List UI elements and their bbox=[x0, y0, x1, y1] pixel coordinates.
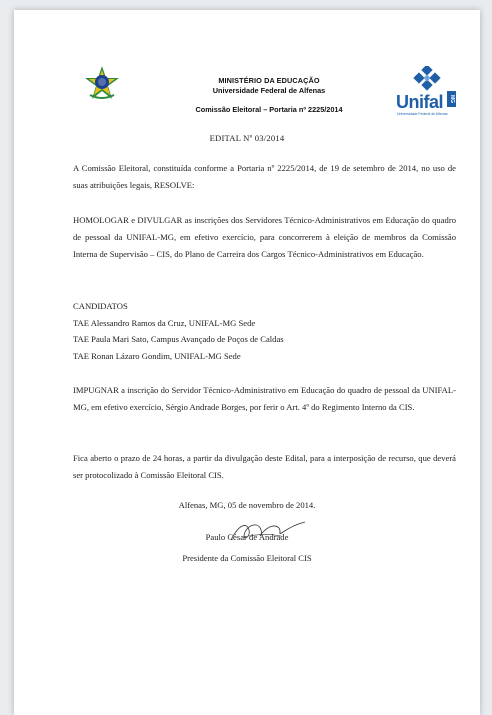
candidate-item: TAE Ronan Lázaro Gondim, UNIFAL-MG Sede bbox=[73, 350, 241, 361]
candidate-item: TAE Paula Mari Sato, Campus Avançado de Poços de Caldas bbox=[73, 334, 284, 344]
unifal-logo bbox=[396, 66, 458, 116]
signer-role: Presidente da Comissão Eleitoral CIS bbox=[182, 553, 312, 563]
ministry-name: MINISTÉRIO DA EDUCAÇÃO bbox=[218, 76, 320, 85]
paragraph-resolve: A Comissão Eleitoral, constituída conforme a Portaria nº 2225/2014, de 19 de setembro de 2014, no uso de suas atribuições legais, RESOLVE: bbox=[73, 163, 456, 190]
letterhead-text bbox=[164, 76, 374, 114]
candidates-block bbox=[73, 298, 284, 364]
date-line: Alfenas, MG, 05 de novembro de 2014. bbox=[178, 500, 316, 510]
candidates-heading: CANDIDATOS bbox=[73, 301, 128, 311]
document-page bbox=[14, 10, 480, 715]
unifal-caption: Universidade Federal de Alfenas bbox=[397, 112, 448, 116]
unifal-mg-badge: MG bbox=[447, 91, 456, 107]
commission-name: Comissão Eleitoral – Portaria nº 2225/2014 bbox=[195, 105, 343, 114]
document-title: EDITAL Nº 03/2014 bbox=[209, 133, 285, 143]
candidate-item: TAE Alessandro Ramos da Cruz, UNIFAL-MG Sede bbox=[73, 317, 256, 328]
unifal-x-mark-icon bbox=[412, 66, 442, 92]
unifal-wordmark: Unifal bbox=[396, 92, 444, 112]
paragraph-impugnar: IMPUGNAR a inscrição do Servidor Técnico-Administrativo em Educação do quadro de pessoal da UNIFAL-MG, em efetivo exercício, Sérgio Andrade Borges, por ferir o Art. 4º do Regimento Interno da CIS. bbox=[73, 385, 456, 412]
paragraph-prazo: Fica aberto o prazo de 24 horas, a partir da divulgação deste Edital, para a interposição de recurso, que deverá ser protocolizado à Comissão Eleitoral CIS. bbox=[73, 453, 456, 480]
paragraph-homologar: HOMOLOGAR e DIVULGAR as inscrições dos Servidores Técnico-Administrativos em Educação do quadro de pessoal da UNIFAL-MG, em efetivo exercício, para concorrerem à eleição de membros da Comissão Interna de Supervisão – CIS, do Plano de Carreira dos Cargos Técnico-Administrativos em Educação. bbox=[73, 215, 456, 259]
university-name: Universidade Federal de Alfenas bbox=[212, 86, 326, 95]
brazil-coat-of-arms-icon bbox=[84, 65, 120, 101]
signer-name: Paulo César de Andrade bbox=[205, 532, 289, 542]
letterhead bbox=[14, 10, 480, 130]
